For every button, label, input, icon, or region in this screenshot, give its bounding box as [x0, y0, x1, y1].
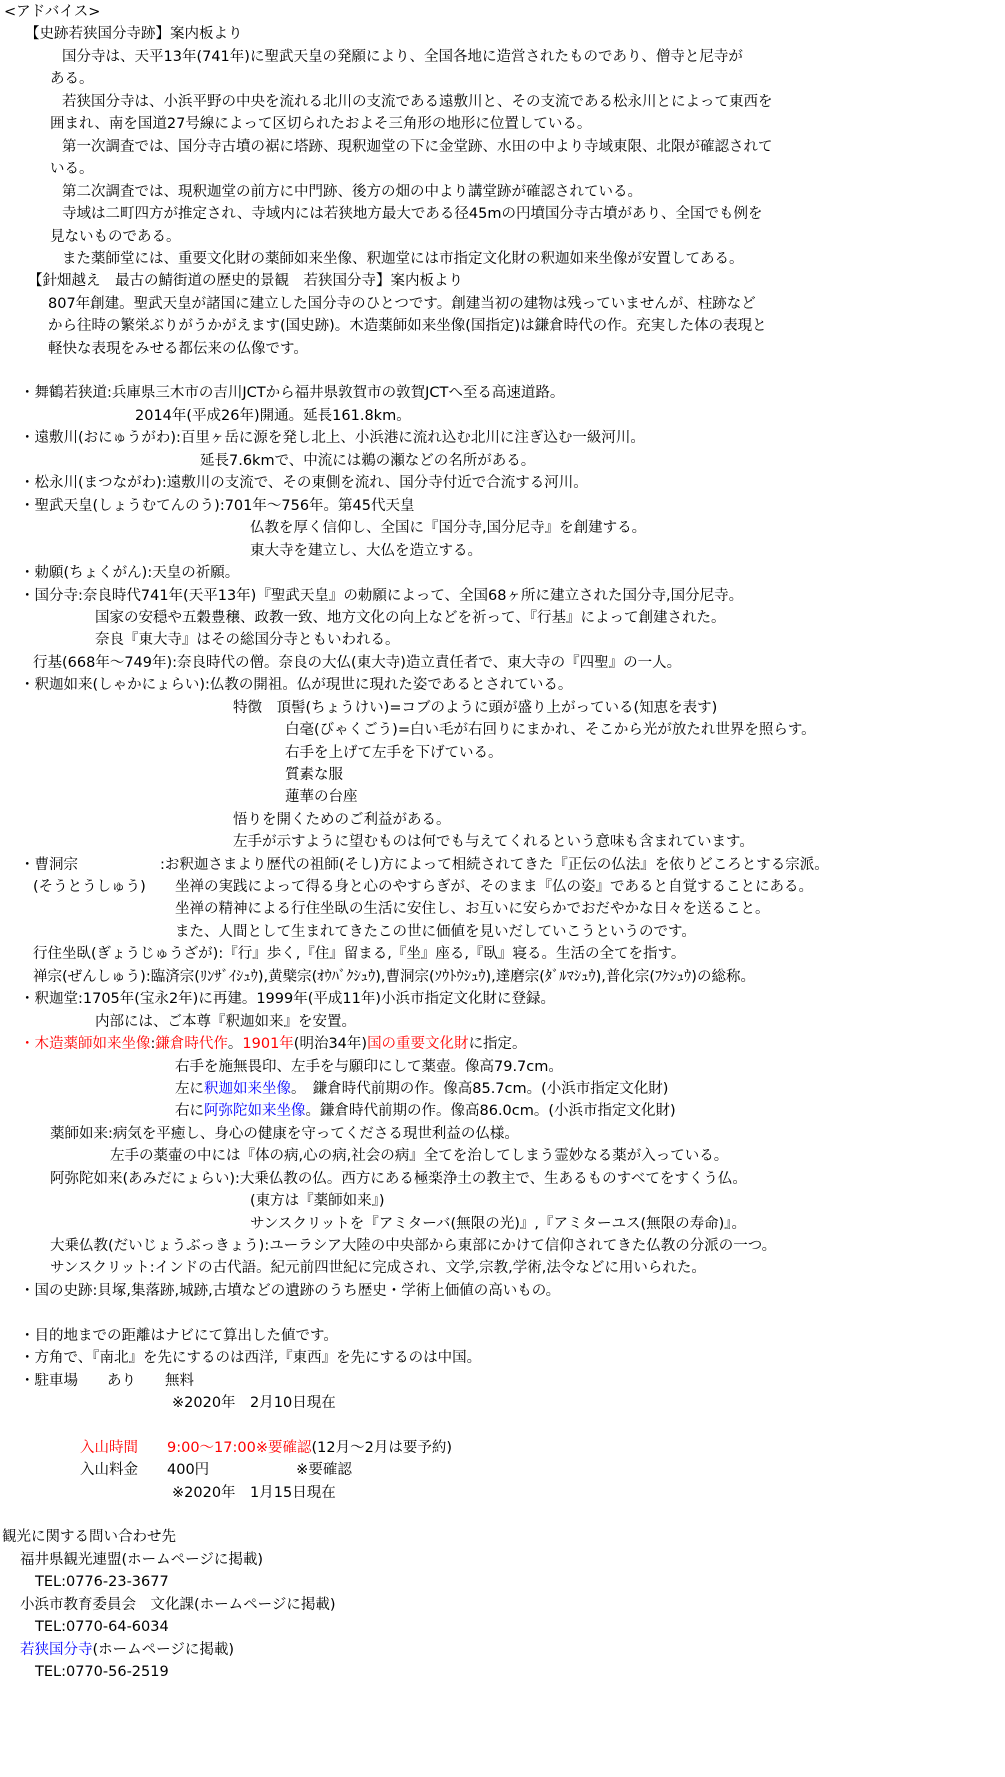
- text-line: [135, 406, 411, 428]
- highlight-blue-text[interactable]: 釈迦如来坐像: [204, 1081, 291, 1097]
- text-line: [250, 541, 482, 563]
- text-segment: 国分寺は、天平13年(741年)に聖武天皇の発願により、全国各地に造営されたものであり、僧寺と尼寺が: [62, 49, 743, 65]
- text-line: [285, 787, 358, 809]
- text-segment: :: [150, 1036, 156, 1052]
- text-line: [62, 47, 743, 69]
- text-line: [20, 1550, 263, 1572]
- text-segment: 。 鎌倉時代前期の作。像高85.7cm。(小浜市指定文化財): [291, 1081, 669, 1097]
- text-line: [233, 698, 717, 720]
- text-line: [20, 1371, 194, 1393]
- text-segment: 左に: [175, 1081, 204, 1097]
- text-line: [4, 2, 100, 24]
- text-line: [175, 877, 813, 899]
- text-line: [50, 114, 591, 136]
- text-line: [25, 24, 243, 46]
- text-segment: 【針畑越え 最古の鯖街道の歴史的景観 若狭国分寺】案内板より: [28, 273, 463, 289]
- text-segment: :お釈迦さまより歴代の祖師(そし)方によって相続されてきた『正伝の仏法』を依りどころとする宗派。: [160, 857, 829, 873]
- text-segment: 東大寺を建立し、大仏を造立する。: [250, 543, 482, 559]
- text-line: [20, 563, 239, 585]
- text-segment: 第一次調査では、国分寺古墳の裾に塔跡、現釈迦堂の下に金堂跡、水田の中より寺域東限、北限が確認されて: [62, 139, 773, 155]
- text-line: [20, 675, 572, 697]
- text-line: [160, 855, 829, 877]
- text-segment: ・釈迦堂:1705年(宝永2年)に再建。1999年(平成11年)小浜市指定文化財に登録。: [20, 991, 555, 1007]
- text-line: [50, 1169, 747, 1191]
- text-line: [20, 428, 645, 450]
- text-segment: (明治34年): [293, 1036, 368, 1052]
- text-line: [200, 451, 535, 473]
- text-line: [233, 810, 451, 832]
- text-line: [62, 92, 773, 114]
- text-segment: 807年創建。聖武天皇が諸国に建立した国分寺のひとつです。創建当初の建物は残っていませんが、柱跡など: [48, 296, 756, 312]
- text-line: [33, 653, 681, 675]
- text-segment: 第二次調査では、現釈迦堂の前方に中門跡、後方の畑の中より講堂跡が確認されている。: [62, 184, 642, 200]
- text-line: [48, 339, 308, 361]
- text-line: [175, 1057, 563, 1079]
- text-line: [35, 1662, 169, 1684]
- highlight-red-text: 1901年: [242, 1036, 294, 1052]
- text-line: [28, 271, 463, 293]
- text-segment: ・遠敷川(おにゅうがわ):百里ヶ岳に源を発し北上、小浜港に流れ込む北川に注ぎ込む一級河川。: [20, 430, 645, 446]
- text-line: [250, 1191, 385, 1213]
- text-line: [48, 294, 756, 316]
- text-line: [50, 1258, 706, 1280]
- text-segment: ・釈迦如来(しゃかにょらい):仏教の開祖。仏が現世に現れた姿であるとされている。: [20, 677, 573, 693]
- highlight-blue-text[interactable]: 阿弥陀如来坐像: [204, 1103, 306, 1119]
- text-line: [35, 1617, 169, 1639]
- text-segment: 特徴 頂髻(ちょうけい)=コブのように頭が盛り上がっている(知恵を表す): [233, 700, 718, 716]
- text-segment: 右手を施無畏印、左手を与願印にして薬壺。像高79.7cm。: [175, 1059, 563, 1075]
- text-line: [50, 159, 94, 181]
- text-line: [285, 743, 503, 765]
- text-segment: 観光に関する問い合わせ先: [2, 1529, 176, 1545]
- text-segment: 国家の安穏や五穀豊穣、政教一致、地方文化の向上などを祈って、『行基』によって創建された。: [95, 610, 726, 626]
- text-line: [285, 720, 816, 742]
- text-line: [20, 989, 555, 1011]
- text-segment: 仏教を厚く信仰し、全国に『国分寺,国分尼寺』を創建する。: [250, 520, 647, 536]
- text-segment: から往時の繁栄ぶりがうかがえます(国史跡)。木造薬師如来坐像(国指定)は鎌倉時代の作。充実した体の表現と: [48, 318, 767, 334]
- text-line: [285, 765, 343, 787]
- text-segment: 軽快な表現をみせる都伝来の仏像です。: [48, 341, 308, 357]
- highlight-red-text: 入山時間: [80, 1440, 138, 1456]
- text-line: [62, 182, 642, 204]
- text-line: [33, 877, 146, 899]
- text-line: [20, 473, 588, 495]
- text-line: [2, 1527, 176, 1549]
- text-line: [20, 586, 743, 608]
- text-line: [62, 137, 773, 159]
- text-segment: <アドバイス>: [4, 4, 101, 20]
- text-segment: 若狭国分寺は、小浜平野の中央を流れる北川の支流である遠敷川と、その支流である松永川とによって東西を: [62, 94, 773, 110]
- text-line: [20, 383, 564, 405]
- text-line: [20, 1034, 527, 1056]
- text-line: [20, 855, 78, 877]
- text-segment: 坐禅の精神による行住坐臥の生活に安住し、お互いに安らかでおだやかな日々を送ること。: [175, 901, 770, 917]
- text-segment: 福井県観光連盟(ホームページに掲載): [20, 1552, 264, 1568]
- text-line: [110, 1146, 728, 1168]
- text-segment: 白毫(びゃくごう)=白い毛が右回りにまかれ、そこから光が放たれ世界を照らす。: [285, 722, 816, 738]
- text-segment: また薬師堂には、重要文化財の薬師如来坐像、釈迦堂には市指定文化財の釈迦如来坐像が安置してある。: [62, 251, 744, 267]
- text-segment: ・曹洞宗: [20, 857, 78, 873]
- text-line: [233, 832, 754, 854]
- highlight-red-text: ・木造薬師如来坐像: [20, 1036, 151, 1052]
- text-line: [20, 1595, 336, 1617]
- text-line: [50, 69, 94, 91]
- text-line: [33, 967, 755, 989]
- text-segment: 。: [227, 1036, 243, 1052]
- text-segment: 【史跡若狭国分寺跡】案内板より: [25, 26, 243, 42]
- text-segment: ※2020年 2月10日現在: [172, 1395, 336, 1411]
- text-segment: TEL:0770-56-2519: [35, 1664, 169, 1680]
- text-segment: 蓮華の台座: [285, 789, 358, 805]
- text-segment: TEL:0770-64-6034: [35, 1619, 169, 1635]
- text-segment: 奈良『東大寺』はその総国分寺ともいわれる。: [95, 632, 400, 648]
- text-line: [95, 1012, 356, 1034]
- text-line: [175, 922, 696, 944]
- text-segment: 2014年(平成26年)開通。延長161.8km。: [135, 408, 411, 424]
- text-line: [250, 1214, 746, 1236]
- text-line: [48, 316, 767, 338]
- text-line: [80, 1438, 452, 1460]
- text-line: [20, 1281, 560, 1303]
- text-segment: 。鎌倉時代前期の作。像高86.0cm。(小浜市指定文化財): [305, 1103, 676, 1119]
- text-segment: 行住坐臥(ぎょうじゅうざが):『行』歩く,『住』留まる,『坐』座る,『臥』寝る。生活の全てを指す。: [33, 946, 686, 962]
- text-segment: (ホームページに掲載): [92, 1642, 235, 1658]
- text-line: [20, 1348, 481, 1370]
- text-segment: 囲まれ、南を国道27号線によって区切られたおよそ三角形の地形に位置している。: [50, 116, 592, 132]
- highlight-blue-text[interactable]: 若狭国分寺: [20, 1642, 93, 1658]
- text-segment: TEL:0776-23-3677: [35, 1574, 169, 1590]
- text-line: [50, 1124, 519, 1146]
- text-line: [35, 1572, 169, 1594]
- text-segment: ・聖武天皇(しょうむてんのう):701年～756年。第45代天皇: [20, 498, 415, 514]
- text-line: [95, 630, 400, 652]
- text-segment: ※2020年 1月15日現在: [172, 1485, 336, 1501]
- text-segment: サンスクリット:インドの古代語。紀元前四世紀に完成され、文学,宗教,学術,法令などに用いられた。: [50, 1260, 706, 1276]
- text-segment: 坐禅の実践によって得る身と心のやすらぎが、そのまま『仏の姿』であると自覚することにある。: [175, 879, 813, 895]
- text-line: [50, 227, 181, 249]
- text-segment: (12月～2月は要予約): [311, 1440, 452, 1456]
- text-segment: 悟りを開くためのご利益がある。: [233, 812, 451, 828]
- text-segment: ・方角で、『南北』を先にするのは西洋,『東西』を先にするのは中国。: [20, 1350, 482, 1366]
- text-segment: 薬師如来:病気を平癒し、身心の健康を守ってくださる現世利益の仏様。: [50, 1126, 519, 1142]
- text-line: [172, 1393, 336, 1415]
- text-segment: 内部には、ご本尊『釈迦如来』を安置。: [95, 1014, 356, 1030]
- text-segment: 入山料金 400円 ※要確認: [80, 1462, 352, 1478]
- text-line: [175, 1101, 676, 1123]
- text-segment: いる。: [50, 161, 94, 177]
- text-segment: 右に: [175, 1103, 204, 1119]
- highlight-red-text: 国の重要文化財: [367, 1036, 469, 1052]
- text-segment: 質素な服: [285, 767, 343, 783]
- text-segment: ・国分寺:奈良時代741年(天平13年)『聖武天皇』の勅願によって、全国68ヶ所に建立された国分寺,国分尼寺。: [20, 588, 744, 604]
- text-segment: (そうとうしゅう): [33, 879, 146, 895]
- text-line: [62, 204, 762, 226]
- text-line: [250, 518, 646, 540]
- text-line: [50, 1236, 776, 1258]
- text-line: [33, 944, 685, 966]
- text-segment: 右手を上げて左手を下げている。: [285, 745, 503, 761]
- text-segment: 左手の薬壷の中には『体の病,心の病,社会の病』全てを治してしまう霊妙なる薬が入っている。: [110, 1148, 729, 1164]
- text-line: [20, 496, 415, 518]
- text-line: [175, 1079, 668, 1101]
- text-segment: ・目的地までの距離はナビにて算出した値です。: [20, 1328, 338, 1344]
- text-segment: 左手が示すように望むものは何でも与えてくれるという意味も含まれています。: [233, 834, 754, 850]
- text-segment: ・国の史跡:貝塚,集落跡,城跡,古墳などの遺跡のうち歴史・学術上価値の高いもの。: [20, 1283, 561, 1299]
- text-segment: また、人間として生まれてきたこの世に価値を見いだしていこうというのです。: [175, 924, 696, 940]
- text-segment: 延長7.6kmで、中流には鵜の瀬などの名所がある。: [200, 453, 536, 469]
- text-segment: [138, 1440, 167, 1456]
- text-segment: (東方は『薬師如来』): [250, 1193, 385, 1209]
- text-segment: 見ないものである。: [50, 229, 181, 245]
- highlight-red-text: 鎌倉時代作: [155, 1036, 228, 1052]
- text-segment: ・勅願(ちょくがん):天皇の祈願。: [20, 565, 240, 581]
- text-segment: ・駐車場 あり 無料: [20, 1373, 194, 1389]
- text-line: [175, 899, 770, 921]
- text-segment: 寺域は二町四方が推定され、寺域内には若狭地方最大である径45mの円墳国分寺古墳があり、全国でも例を: [62, 206, 763, 222]
- text-segment: 大乗仏教(だいじょうぶっきょう):ユーラシア大陸の中央部から東部にかけて信仰されてきた仏教の分派の一つ。: [50, 1238, 777, 1254]
- highlight-red-text: 9:00～17:00※要確認: [167, 1440, 312, 1456]
- text-segment: ・松永川(まつながわ):遠敷川の支流で、その東側を流れ、国分寺付近で合流する河川。: [20, 475, 588, 491]
- text-segment: ある。: [50, 71, 94, 87]
- text-line: [62, 249, 744, 271]
- text-line: [172, 1483, 336, 1505]
- text-line: [20, 1326, 338, 1348]
- text-line: [80, 1460, 352, 1482]
- text-segment: ・舞鶴若狭道:兵庫県三木市の吉川JCTから福井県敦賀市の敦賀JCTへ至る高速道路。: [20, 385, 565, 401]
- text-line: [95, 608, 725, 630]
- text-line: [20, 1640, 234, 1662]
- text-segment: サンスクリットを『アミターバ(無限の光)』,『アミターユス(無限の寿命)』。: [250, 1216, 747, 1232]
- text-segment: に指定。: [468, 1036, 527, 1052]
- text-segment: 阿弥陀如来(あみだにょらい):大乗仏教の仏。西方にある極楽浄土の教主で、生あるものすべてをすくう仏。: [50, 1171, 747, 1187]
- text-segment: 小浜市教育委員会 文化課(ホームページに掲載): [20, 1597, 336, 1613]
- text-segment: 行基(668年～749年):奈良時代の僧。奈良の大仏(東大寺)造立責任者で、東大寺の『四聖』の一人。: [33, 655, 682, 671]
- text-segment: 禅宗(ぜんしゅう):臨済宗(ﾘﾝｻﾞｲｼｭｳ),黄檗宗(ｵｳﾊﾞｸｼｭｳ),曹洞宗(ｿｳﾄｳｼｭｳ),達磨宗(ﾀﾞﾙﾏｼｭｳ),普化宗(ﾌｹｼｭｳ)の総称。: [33, 969, 755, 985]
